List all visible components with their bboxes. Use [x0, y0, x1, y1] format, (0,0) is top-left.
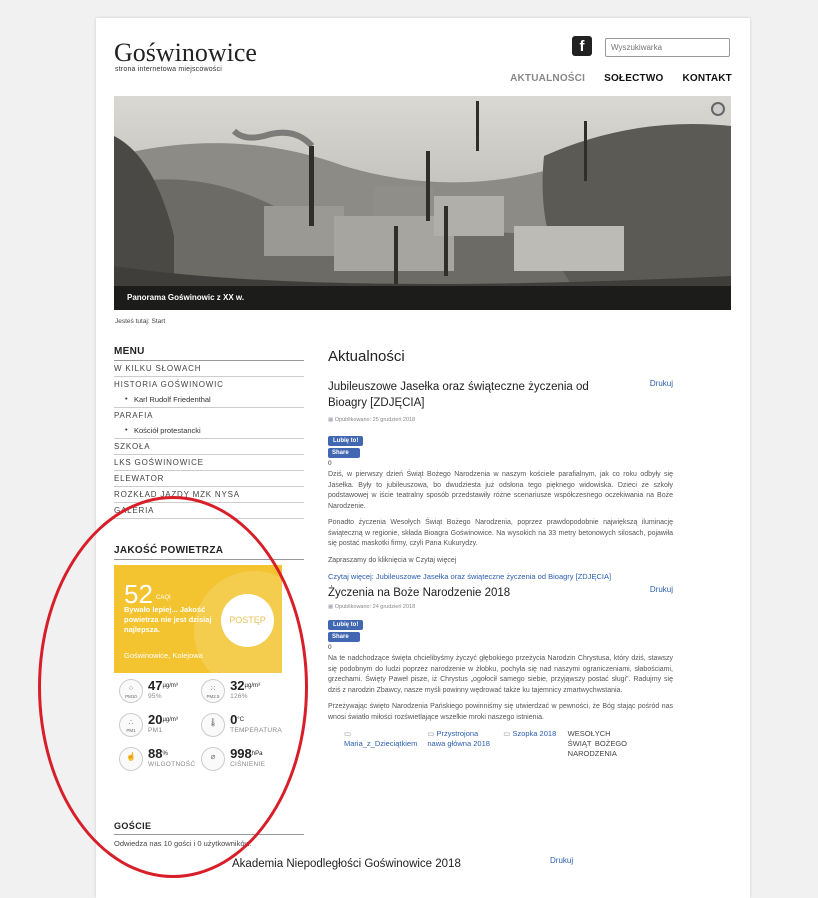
share-count: 0: [328, 644, 332, 651]
article-paragraph: Ponadto życzenia Wesołych Świąt Bożego Narodzenia, poprzez prawdopodobnie największą iluminację świąteczną w regionie, składa Bioagra Goświnowice. Na wysokich na 33 metry betonowych silosach, pojawiła się postać maskotki firmy, czyli Pana Kukurydzy.: [328, 519, 673, 547]
article-image-row: [328, 729, 673, 759]
stat-pm25-percent: 126%: [230, 693, 248, 700]
article-published-date: ▦ Opublikowano: 24 grudzień 2018: [328, 604, 673, 610]
menu-item-szkola[interactable]: SZKOŁA: [114, 439, 304, 455]
article-title[interactable]: Jubileuszowe Jasełka oraz świąteczne życzenia od Bioagry [ZDJĘCIA]: [328, 381, 589, 409]
menu-item-galeria[interactable]: GALERIA: [114, 503, 304, 519]
hero-slideshow[interactable]: [114, 96, 731, 310]
facebook-icon[interactable]: f: [572, 36, 592, 56]
thermometer-icon: 🌡: [201, 713, 225, 737]
print-link[interactable]: Drukuj: [550, 856, 574, 865]
nav-kontakt[interactable]: KONTAKT: [682, 73, 732, 84]
breadcrumb: Jesteś tutaj: Start: [115, 318, 166, 325]
stat-pm10-value: 47: [148, 678, 163, 693]
article-paragraph: Przeżywając święto Narodzenia Pańskiego powinniśmy się utwierdzać w pewności, że Bóg stając pośród nas wnosi światło miłości rozświetlające wszelkie mroki naszego istnienia.: [328, 703, 673, 721]
stat-temperature: 🌡 $0^{^\circ C}$ TEMPERATURA: [196, 713, 282, 737]
stat-pm10-percent: 95%: [148, 693, 162, 700]
menu-item-historia[interactable]: HISTORIA GOŚWINOWIC: [114, 380, 224, 389]
stat-pressure: ⌀ $998^{hPa}$ CIŚNIENIE: [196, 747, 282, 771]
stat-humidity-value: 88: [148, 746, 163, 761]
air-quality-heading: JAKOŚĆ POWIETRZA: [114, 545, 304, 560]
nav-solectwo[interactable]: SOŁECTWO: [604, 73, 664, 84]
search-input[interactable]: [605, 38, 730, 57]
menu-subitem-friedenthal[interactable]: • Karl Rudolf Friedenthal: [114, 392, 304, 408]
caqi-value: 52: [124, 579, 153, 609]
air-quality-card[interactable]: [114, 565, 282, 673]
print-link[interactable]: Drukuj: [649, 585, 673, 594]
air-quality-stats: [114, 679, 282, 771]
facebook-share-button[interactable]: Share: [328, 632, 360, 642]
guests-text: Odwiedza nas 10 gości i 0 użytkowników.: [114, 839, 252, 848]
stat-pm10: ⁘ PM10 $47^{\mu g/m^3}$ 95%: [114, 679, 196, 703]
page-heading: Aktualności: [328, 348, 405, 365]
facebook-like-button[interactable]: Lubię to!: [328, 620, 363, 630]
guests-heading: GOŚCIE: [114, 821, 304, 835]
facebook-like-button[interactable]: Lubię to!: [328, 436, 363, 446]
top-navigation: [510, 73, 732, 84]
hero-caption: Panorama Goświnowic z XX w.: [114, 286, 731, 310]
stat-humidity-label: WILGOTNOŚĆ: [148, 761, 196, 768]
article-2: [328, 585, 673, 759]
menu-item-lks[interactable]: LKS GOŚWINOWICE: [114, 455, 304, 471]
main-content: [328, 348, 673, 759]
pm10-icon: ⁘ PM10: [119, 679, 143, 703]
share-count: 0: [328, 460, 332, 467]
article-paragraph: Na te nadchodzące święta chcielibyśmy życzyć głębokiego przeżycia Narodzin Chrystusa, który dziś, stawszy się podobnym do ludzi poprzez narodzenie w żłobku, pochyla się nad naszymi ograniczeniami, słabościami, grzechami. Święty Paweł pisze, iż Chrystus „ogołocił samego siebie, przyjąwszy postać sługi". Radujmy się dziś z narodzin Zbawcy, nasze myśli powinny wędrować także ku tajemnicy zmartwychwstania.: [328, 655, 673, 694]
air-quality-indicator: POSTĘP: [221, 594, 274, 647]
stat-pm1-value: 20: [148, 712, 163, 727]
article-paragraph: Dziś, w pierwszy dzień Świąt Bożego Narodzenia w naszym kościele parafialnym, jak co roku odbyły się Jasełka. Były to jubileuszowa, bo dwudziesta już odsłona tego pięknego widowiska. Dzieci ze szkoły podstawowej w iście teatralny sposób przedstawiły różne scenariusze współczesnego oczekiwania na Boże Narodzenie.: [328, 471, 673, 510]
stat-pm25: ⁙ PM2.5 $32^{\mu g/m^3}$ 126%: [196, 679, 282, 703]
pressure-icon: ⌀: [201, 747, 225, 771]
humidity-icon: ☝: [119, 747, 143, 771]
hero-image: [114, 96, 731, 310]
article-image[interactable]: ▭ Maria_z_Dzieciątkiem: [344, 729, 417, 759]
menu-item-rozklad-jazdy[interactable]: ROZKŁAD JAZDY MZK NYSA: [114, 487, 304, 503]
menu-subitem-kosciol[interactable]: • Kościół protestancki: [114, 423, 304, 439]
print-link[interactable]: Drukuj: [649, 379, 673, 388]
stat-pm1: ∴ PM1 $20^{\mu g/m^3}$ PM1: [114, 713, 196, 737]
stat-temperature-label: TEMPERATURA: [230, 727, 282, 734]
article-image[interactable]: ▭ Szopka 2018: [503, 729, 557, 759]
stat-pressure-value: 998: [230, 746, 252, 761]
article-1: [328, 379, 673, 581]
article-image[interactable]: ▭ Przystrojona nawa główna 2018: [427, 729, 493, 759]
article-published-date: ▦ Opublikowano: 25 grudzień 2018: [328, 417, 673, 423]
nav-aktualnosci[interactable]: AKTUALNOŚCI: [510, 73, 586, 84]
facebook-share-button[interactable]: Share: [328, 448, 360, 458]
slideshow-control-icon[interactable]: [711, 102, 725, 116]
air-quality-description: Bywało lepiej... Jakość powietrza nie jest dzisiaj najlepsza.: [124, 605, 212, 634]
menu-heading: MENU: [114, 346, 304, 361]
site-title[interactable]: Goświnowice: [114, 38, 257, 67]
article-title[interactable]: Akademia Niepodległości Goświnowice 2018: [232, 858, 461, 870]
air-quality-location: Goświnowice, Kolejowa: [124, 651, 203, 660]
stat-pressure-label: CIŚNIENIE: [230, 761, 266, 768]
sidebar: [114, 346, 304, 848]
stat-pm25-value: 32: [230, 678, 245, 693]
caqi-label: CAQI: [156, 595, 171, 601]
site-subtitle: strona internetowa miejscowości: [115, 66, 222, 73]
stat-temperature-value: 0: [230, 712, 238, 727]
menu-item-elewator[interactable]: ELEWATOR: [114, 471, 304, 487]
image-caption: WESOŁYCH ŚWIĄT BOŻEGO NARODZENIA: [567, 729, 627, 758]
pm1-icon: ∴ PM1: [119, 713, 143, 737]
menu-item-w-kilku-slowach[interactable]: W KILKU SŁOWACH: [114, 361, 304, 377]
stat-pm1-label: PM1: [148, 727, 163, 734]
read-more-link[interactable]: Czytaj więcej: Jubileuszowe Jasełka oraz świąteczne życzenia od Bioagry [ZDJĘCIA]: [328, 572, 612, 581]
article-title[interactable]: Życzenia na Boże Narodzenie 2018: [328, 587, 511, 599]
article-paragraph: Zapraszamy do kliknięcia w Czytaj więcej: [328, 556, 457, 564]
menu-item-parafia[interactable]: PARAFIA: [114, 411, 154, 420]
page-container: [96, 18, 750, 898]
stat-humidity: ☝ 88% WILGOTNOŚĆ: [114, 747, 196, 771]
pm25-icon: ⁙ PM2.5: [201, 679, 225, 703]
